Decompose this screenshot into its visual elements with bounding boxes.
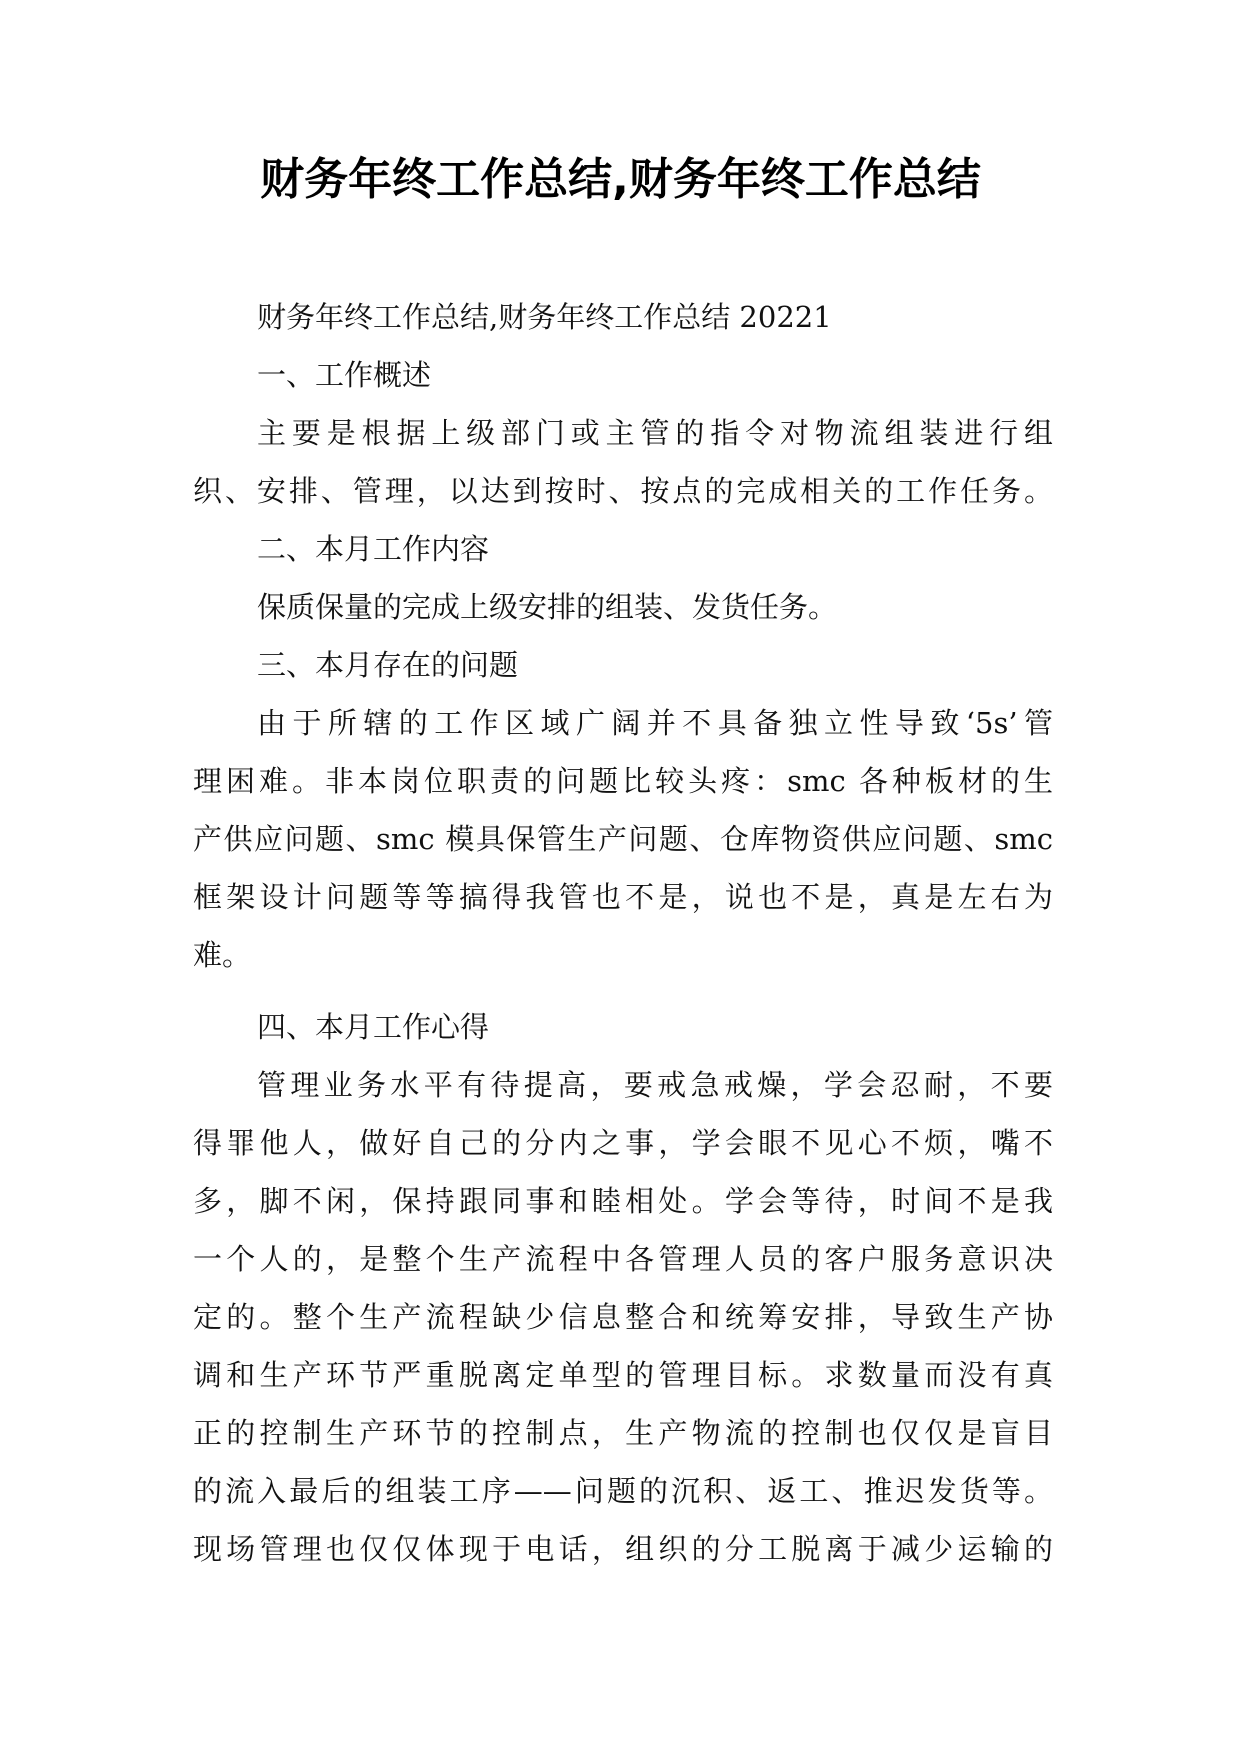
paragraph-line: 理困难。非本岗位职责的问题比较头疼：smc 各种板材的生 bbox=[193, 764, 1053, 798]
document-title: 财务年终工作总结,财务年终工作总结 bbox=[260, 154, 981, 205]
paragraph-gap bbox=[193, 984, 1053, 998]
paragraph-line: 多，脚不闲，保持跟同事和睦相处。学会等待，时间不是我 bbox=[193, 1184, 1053, 1218]
section-heading-1: 一、工作概述 bbox=[257, 358, 432, 392]
subtitle-line: 财务年终工作总结,财务年终工作总结 20221 bbox=[257, 300, 832, 334]
paragraph-line: 定的。整个生产流程缺少信息整合和统筹安排，导致生产协 bbox=[193, 1300, 1053, 1334]
paragraph-line: 框架设计问题等等搞得我管也不是，说也不是，真是左右为 bbox=[193, 880, 1053, 914]
paragraph-line: 产供应问题、smc 模具保管生产问题、仓库物资供应问题、smc bbox=[193, 822, 1053, 856]
paragraph-line: 由于所辖的工作区域广阔并不具备独立性导致‘5s’管 bbox=[257, 706, 1053, 740]
document-body bbox=[193, 288, 1053, 1578]
paragraph-line: 现场管理也仅仅体现于电话，组织的分工脱离于减少运输的 bbox=[193, 1532, 1053, 1566]
paragraph-line: 管理业务水平有待提高，要戒急戒燥，学会忍耐，不要 bbox=[257, 1068, 1053, 1102]
section-heading-2: 二、本月工作内容 bbox=[257, 532, 490, 566]
paragraph-line: 难。 bbox=[193, 938, 252, 972]
paragraph-line: 正的控制生产环节的控制点，生产物流的控制也仅仅是盲目 bbox=[193, 1416, 1053, 1450]
paragraph-line: 织、安排、管理，以达到按时、按点的完成相关的工作任务。 bbox=[193, 474, 1053, 508]
paragraph-line: 得罪他人，做好自己的分内之事，学会眼不见心不烦，嘴不 bbox=[193, 1126, 1053, 1160]
paragraph-line: 保质保量的完成上级安排的组装、发货任务。 bbox=[257, 590, 838, 624]
paragraph-line: 调和生产环节严重脱离定单型的管理目标。求数量而没有真 bbox=[193, 1358, 1053, 1392]
section-heading-4: 四、本月工作心得 bbox=[257, 1010, 490, 1044]
paragraph-line: 的流入最后的组装工序——问题的沉积、返工、推迟发货等。 bbox=[193, 1474, 1053, 1508]
paragraph-line: 主要是根据上级部门或主管的指令对物流组装进行组 bbox=[257, 416, 1053, 450]
paragraph-line: 一个人的，是整个生产流程中各管理人员的客户服务意识决 bbox=[193, 1242, 1053, 1276]
section-heading-3: 三、本月存在的问题 bbox=[257, 648, 519, 682]
